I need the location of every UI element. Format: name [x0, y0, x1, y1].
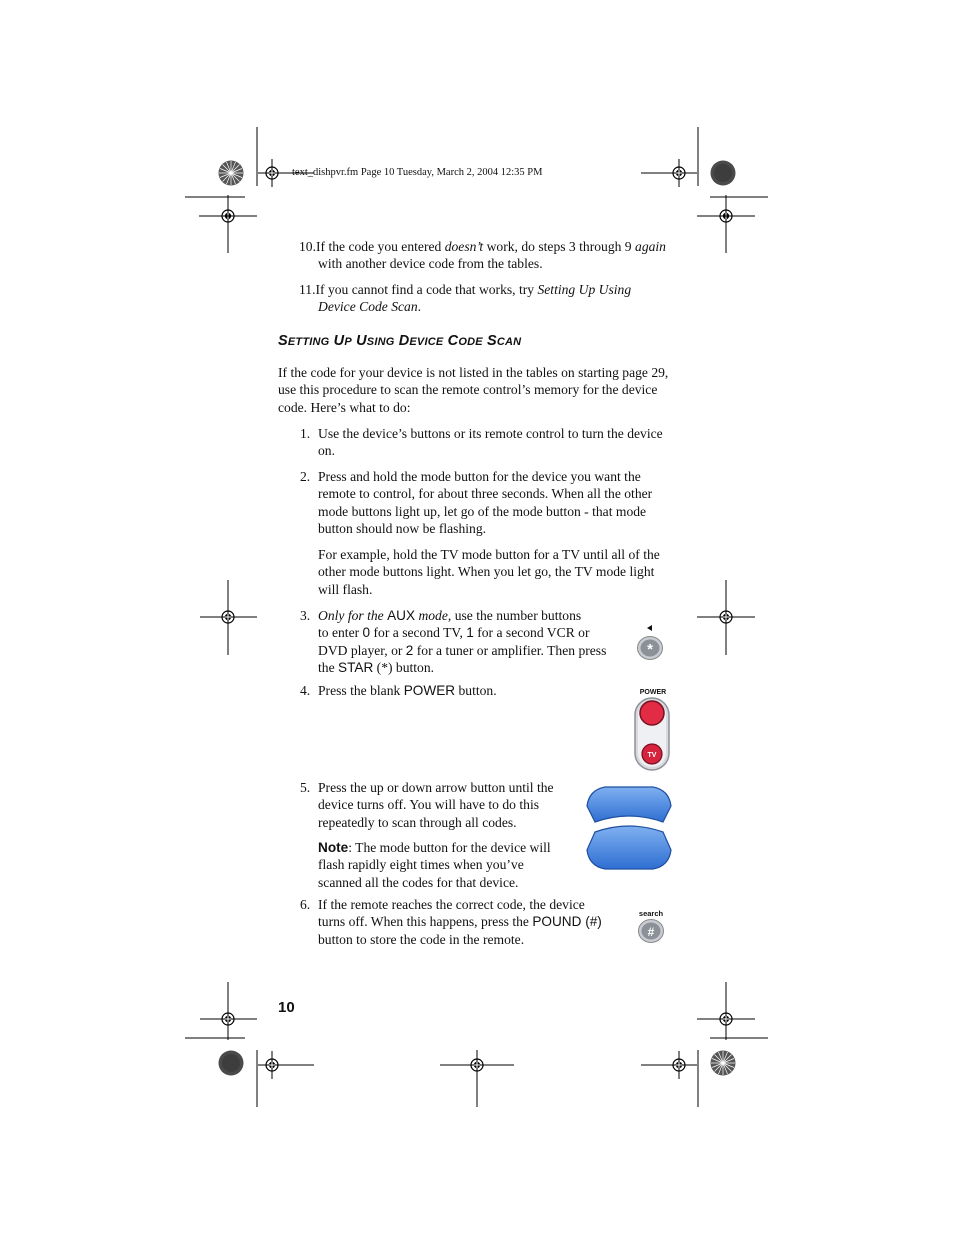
step-2-number: 2.: [300, 469, 311, 484]
down-arrow-button: [587, 826, 671, 869]
arrow-buttons-icon: [583, 784, 675, 872]
step-4-text: Press the blank POWER button.: [318, 683, 497, 698]
step-6-number: 6.: [300, 897, 311, 912]
step-10-line-2: with another device code from the tables.: [318, 256, 543, 271]
power-button-icon: [632, 686, 676, 772]
step-number: 11.: [299, 282, 316, 297]
step-10: 10.If the code you entered doesn’t work, do steps 3 through 9 again: [299, 239, 666, 254]
step-6-text: If the remote reaches the correct code, the device turns off. When this happens, press the POUND (#) button to store the code in the remote.: [318, 897, 602, 947]
step-2-text: Press and hold the mode button for the device you want the remote to control, for about three seconds. When all the other mode buttons light up, let go of the mode button - that mode button should now be flashing.: [318, 469, 653, 536]
star-button-icon: [635, 624, 669, 660]
pound-button-icon: [634, 908, 670, 944]
step-1-text: Use the device’s buttons or its remote control to turn the device on.: [318, 426, 663, 459]
svg-text:*: *: [647, 641, 653, 658]
up-arrow-button: [587, 787, 671, 822]
step-5-text: Press the up or down arrow button until the device turns off. You will have to do this repeatedly to scan through all codes.: [318, 780, 554, 830]
step-11-line-2: Device Code Scan.: [318, 299, 422, 314]
step-3-text: Only for the AUX mode, use the number buttons to enter 0 for a second TV, 1 for a second VCR or DVD player, or 2 for a tuner or amplifier. Then press the STAR (*) button.: [318, 608, 607, 675]
step-5-number: 5.: [300, 780, 311, 795]
page-number: 10: [278, 999, 295, 1016]
note-label: Note: [318, 840, 349, 855]
step-number: 10.: [299, 239, 316, 254]
svg-text:TV: TV: [647, 752, 657, 759]
section-heading: SETTING UP USING DEVICE CODE SCAN: [278, 333, 522, 349]
svg-text:#: #: [647, 925, 655, 939]
file-info-header: text_dishpvr.fm Page 10 Tuesday, March 2, 2004 12:35 PM: [292, 167, 543, 178]
svg-text:search: search: [638, 909, 664, 918]
step-5-note: Note: The mode button for the device will flash rapidly eight times when you’ve scanned all the codes for that device.: [318, 840, 551, 890]
step-11: 11.If you cannot find a code that works, try Setting Up Using: [299, 282, 632, 297]
step-3-number: 3.: [300, 608, 311, 623]
intro-paragraph: If the code for your device is not listed in the tables on starting page 29, use this procedure to scan the remote control’s memory for the device code. Here’s what to do:: [278, 365, 669, 415]
step-1-number: 1.: [300, 426, 311, 441]
svg-text:POWER: POWER: [639, 689, 667, 696]
step-4-number: 4.: [300, 683, 311, 698]
step-2-example: For example, hold the TV mode button for a TV until all of the other mode buttons light. When you let go, the TV mode light will flash.: [318, 547, 660, 597]
